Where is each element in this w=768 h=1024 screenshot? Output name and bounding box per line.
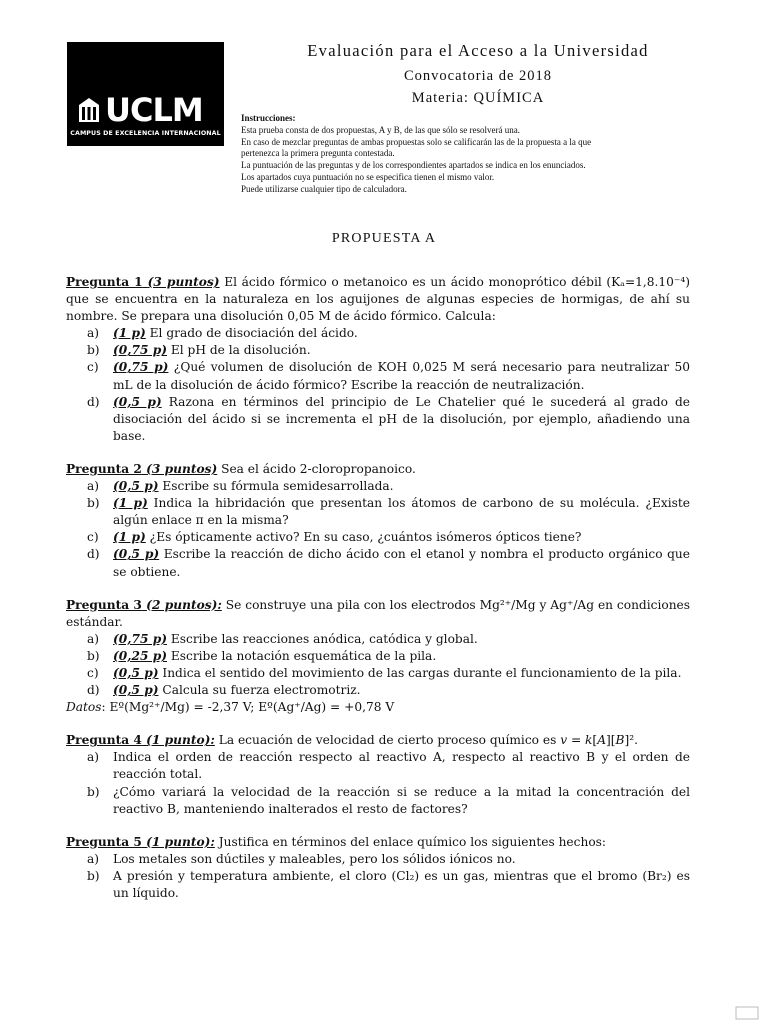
uclm-logo [67, 42, 224, 146]
logo-tagline: CAMPUS DE EXCELENCIA INTERNACIONAL [70, 130, 221, 137]
instructions-title: Instrucciones: [241, 113, 296, 123]
question-2 [66, 461, 690, 581]
question-label: Pregunta 2 (3 puntos) [66, 461, 218, 476]
question-item: b) ¿Cómo variará la velocidad de la reacción si se reduce a la mitad la concentración del reactivo B, manteniendo inalterados el resto de factores? [87, 784, 690, 816]
question-item: b) A presión y temperatura ambiente, el cloro (Cl₂) es un gas, mientras que el bromo (Br₂) es un líquido. [87, 868, 690, 900]
question-4 [66, 732, 690, 817]
question-intro-text: El ácido fórmico o metanoico es un ácido monoprótico débil (Kₐ=1,8.10⁻⁴) que se encuentra en la naturaleza en los aguijones de algunas especies de hormigas, de ahí su nombre. Se prepara una disolución 0,05 M de ácido fórmico. Calcula: [66, 275, 691, 324]
question-item: b) (0,75 p) El pH de la disolución. [87, 343, 311, 358]
question-statement [66, 274, 690, 325]
question-item: b) (0,25 p) Escribe la notación esquemática de la pila. [87, 648, 437, 663]
question-item: a) (1 p) El grado de disociación del ácido. [87, 326, 358, 341]
question-statement [66, 597, 690, 631]
question-item: d) (0,5 p) Escribe la reacción de dicho ácido con el etanol y nombra el producto orgánico que se obtiene. [87, 547, 690, 579]
question-item: a) Los metales son dúctiles y maleables, pero los sólidos iónicos no. [87, 851, 516, 866]
question-data-note: Datos: Eº(Mg²⁺/Mg) = -2,37 V; Eº(Ag⁺/Ag) = +0,78 V [66, 700, 395, 715]
question-intro-text: La ecuación de velocidad de cierto proceso químico es 𝑣 = 𝑘[𝐴][𝐵]². [218, 733, 638, 748]
question-items [66, 631, 690, 699]
exam-title: Evaluación para el Acceso a la Universidad [307, 41, 649, 60]
question-item: c) (0,5 p) Indica el sentido del movimiento de las cargas durante el funcionamiento de la pila. [87, 665, 682, 680]
question-items [66, 325, 690, 445]
question-statement [66, 461, 690, 478]
question-item: c) (1 p) ¿Es ópticamente activo? En su caso, ¿cuántos isómeros ópticos tiene? [87, 530, 582, 545]
question-item: a) Indica el orden de reacción respecto al reactivo A, respecto al reactivo B y el orden de reacción total. [87, 750, 690, 782]
question-label: Pregunta 4 (1 punto): [66, 733, 215, 748]
question-item: b) (1 p) Indica la hibridación que presentan los átomos de carbono de su molécula. ¿Existe algún enlace π en la misma? [87, 496, 690, 528]
question-items [66, 851, 690, 902]
question-statement [66, 834, 690, 851]
instructions-line: La puntuación de las preguntas y de los correspondientes apartados se indica en los enunciados. [241, 160, 586, 171]
corner-mark-icon [735, 1006, 759, 1020]
question-label: Pregunta 5 (1 punto): [66, 834, 215, 849]
question-1 [66, 274, 690, 445]
question-intro-text: Justifica en términos del enlace químico los siguientes hechos: [218, 834, 607, 849]
question-3 [66, 597, 690, 717]
question-label: Pregunta 1 (3 puntos) [66, 275, 220, 289]
question-item: d) (0,5 p) Razona en términos del principio de Le Chatelier qué le sucederá al grado de disociación del ácido si se incrementa el pH de la disolución, por ejemplo, añadiendo una base. [87, 394, 690, 443]
question-items [66, 749, 690, 817]
instructions-line: Esta prueba consta de dos propuestas, A y B, de las que sólo se resolverá una. [241, 124, 520, 135]
question-item: a) (0,5 p) Escribe su fórmula semidesarrollada. [87, 479, 394, 494]
instructions-line: En caso de mezclar preguntas de ambas propuestas solo se calificarán las de la propuesta a la que [241, 136, 592, 147]
question-items [66, 478, 690, 581]
question-label: Pregunta 3 (2 puntos): [66, 597, 222, 612]
instructions-line: Los apartados cuya puntuación no se especifica tienen el mismo valor. [241, 171, 495, 182]
exam-convocatoria: Convocatoria de 2018 [403, 68, 553, 84]
instructions-line: Puede utilizarse cualquier tipo de calculadora. [241, 183, 407, 194]
question-item: c) (0,75 p) ¿Qué volumen de disolución de KOH 0,025 M será necesario para neutralizar 50 mL de la disolución de ácido fórmico? Escribe la reacción de neutralización. [87, 360, 690, 392]
logo-wordmark: UCLM [105, 91, 203, 129]
section-title: PROPUESTA A [331, 231, 437, 246]
question-intro-text: Se construye una pila con los electrodos Mg²⁺/Mg y Ag⁺/Ag en condiciones estándar. [66, 597, 691, 629]
question-statement [66, 732, 690, 749]
instructions-block [241, 113, 711, 196]
question-intro-text: Sea el ácido 2-cloropropanoico. [221, 461, 416, 476]
instructions-line: pertenezca la primera pregunta contestada. [241, 148, 395, 159]
uclm-emblem-icon [77, 96, 101, 124]
exam-subject: Materia: QUÍMICA [411, 90, 545, 106]
question-5 [66, 834, 690, 902]
questions-container [66, 274, 690, 918]
question-item: a) (0,75 p) Escribe las reacciones anódica, catódica y global. [87, 631, 478, 646]
question-item: d) (0,5 p) Calcula su fuerza electromotriz. [87, 683, 361, 698]
